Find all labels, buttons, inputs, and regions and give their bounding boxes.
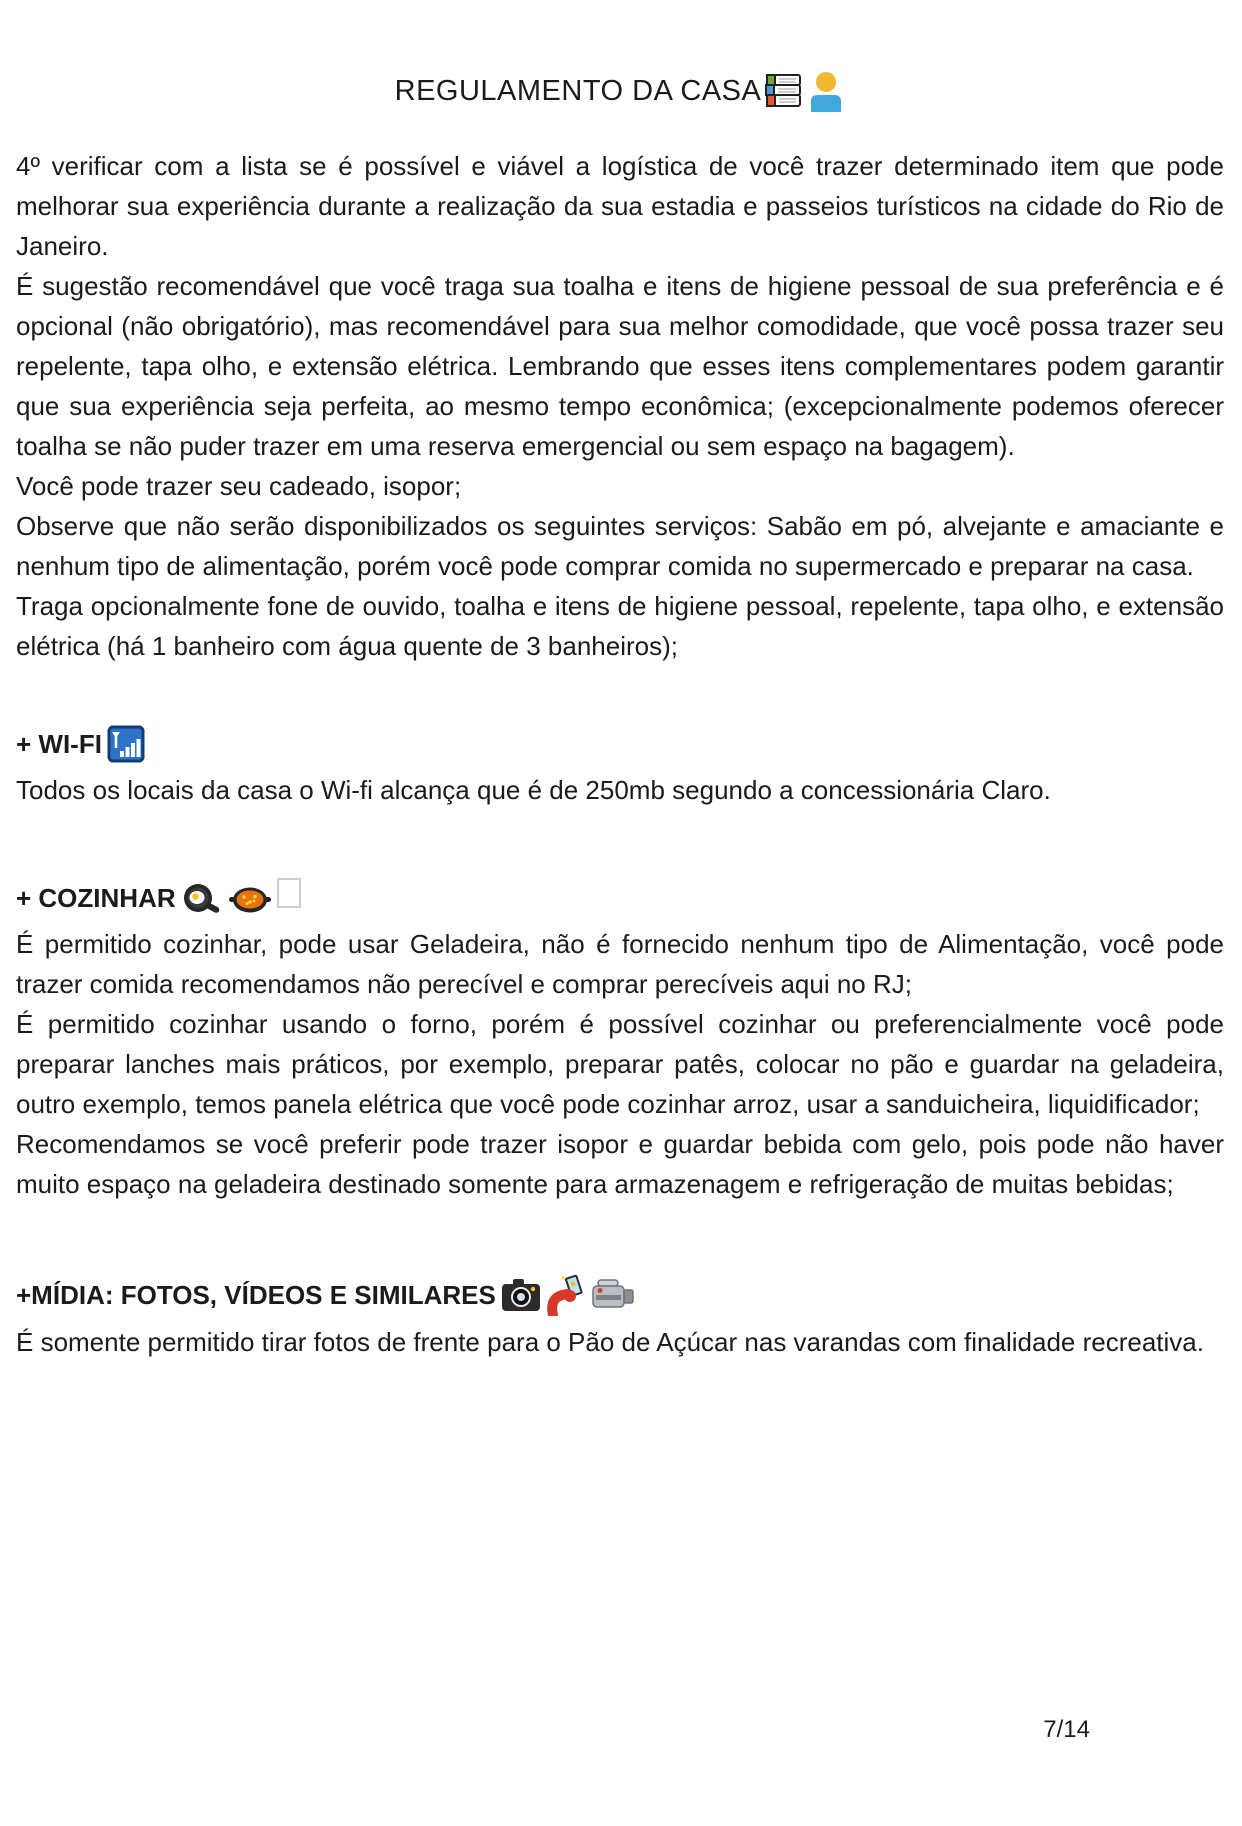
paragraph: É permitido cozinhar usando o forno, porém é possível cozinhar ou preferencialmente você pode preparar lanches mais práticos, por exemplo, preparar patês, colocar no pão e guardar na geladeira, outro exemplo, temos panela elétrica que você pode cozinhar arroz, usar a sanduicheira, liquidificador; bbox=[16, 1009, 1224, 1119]
paragraph: Recomendamos se você preferir pode trazer isopor e guardar bebida com gelo, pois pode não haver muito espaço na geladeira destinado somente para armazenagem e refrigeração de muitas bebidas; bbox=[16, 1129, 1224, 1199]
section-cozinhar bbox=[16, 878, 1224, 1204]
section-heading: +MÍDIA: FOTOS, VÍDEOS E SIMILARES bbox=[16, 1280, 496, 1310]
paragraph: Traga opcionalmente fone de ouvido, toalha e itens de higiene pessoal, repelente, tapa olho, e extensão elétrica (há 1 banheiro com água quente de 3 banheiros); bbox=[16, 591, 1224, 661]
pan-of-food-icon bbox=[228, 878, 272, 918]
paragraph: É somente permitido tirar fotos de frente para o Pão de Açúcar nas varandas com finalidade recreativa. bbox=[16, 1327, 1204, 1357]
document-page bbox=[0, 70, 1242, 1362]
section-wifi bbox=[16, 724, 1224, 810]
section-wifi-heading-row bbox=[16, 724, 1224, 764]
paragraph: Todos os locais da casa o Wi-fi alcança que é de 250mb segundo a concessionária Claro. bbox=[16, 775, 1051, 805]
section-midia-heading-row bbox=[16, 1274, 1224, 1316]
selfie-icon bbox=[546, 1274, 586, 1316]
page-number: 7/14 bbox=[1043, 1716, 1090, 1743]
intro-section bbox=[16, 146, 1224, 666]
spacer bbox=[16, 810, 1224, 878]
section-heading: + COZINHAR bbox=[16, 883, 176, 913]
spacer bbox=[16, 1204, 1224, 1274]
paragraph: É sugestão recomendável que você traga sua toalha e itens de higiene pessoal de sua preferência e é opcional (não obrigatório), mas recomendável para sua melhor comodidade, que você possa trazer seu repelente, tapa olho, e extensão elétrica. Lembrando que esses itens complementares podem garantir que sua experiência seja perfeita, ao mesmo tempo econômica; (excepcionalmente podemos oferecer toalha se não puder trazer em uma reserva emergencial ou sem espaço na bagagem). bbox=[16, 271, 1224, 461]
person-silhouette-icon bbox=[807, 70, 845, 112]
section-cozinhar-heading-row bbox=[16, 878, 1224, 918]
video-camera-icon bbox=[591, 1278, 635, 1312]
missing-glyph-box-icon bbox=[277, 878, 301, 908]
paragraph: Observe que não serão disponibilizados os seguintes serviços: Sabão em pó, alvejante e amaciante e nenhum tipo de alimentação, porém você pode comprar comida no supermercado e preparar na casa. bbox=[16, 511, 1224, 581]
paragraph: 4º verificar com a lista se é possível e viável a logística de você trazer determinado item que pode melhorar sua experiência durante a realização da sua estadia e passeios turísticos na cidade do Rio de Janeiro. bbox=[16, 151, 1224, 261]
frying-pan-icon bbox=[181, 878, 223, 918]
paragraph: É permitido cozinhar, pode usar Geladeira, não é fornecido nenhum tipo de Alimentação, você pode trazer comida recomendamos não perecível e comprar perecíveis aqui no RJ; bbox=[16, 929, 1224, 999]
page-title: REGULAMENTO DA CASA bbox=[394, 74, 762, 107]
signal-bars-icon bbox=[107, 725, 145, 763]
spacer bbox=[16, 666, 1224, 724]
books-icon bbox=[764, 71, 804, 111]
camera-icon bbox=[501, 1277, 541, 1313]
document-title-row bbox=[16, 70, 1224, 112]
section-midia bbox=[16, 1274, 1224, 1362]
paragraph: Você pode trazer seu cadeado, isopor; bbox=[16, 471, 462, 501]
section-heading: + WI-FI bbox=[16, 729, 102, 759]
